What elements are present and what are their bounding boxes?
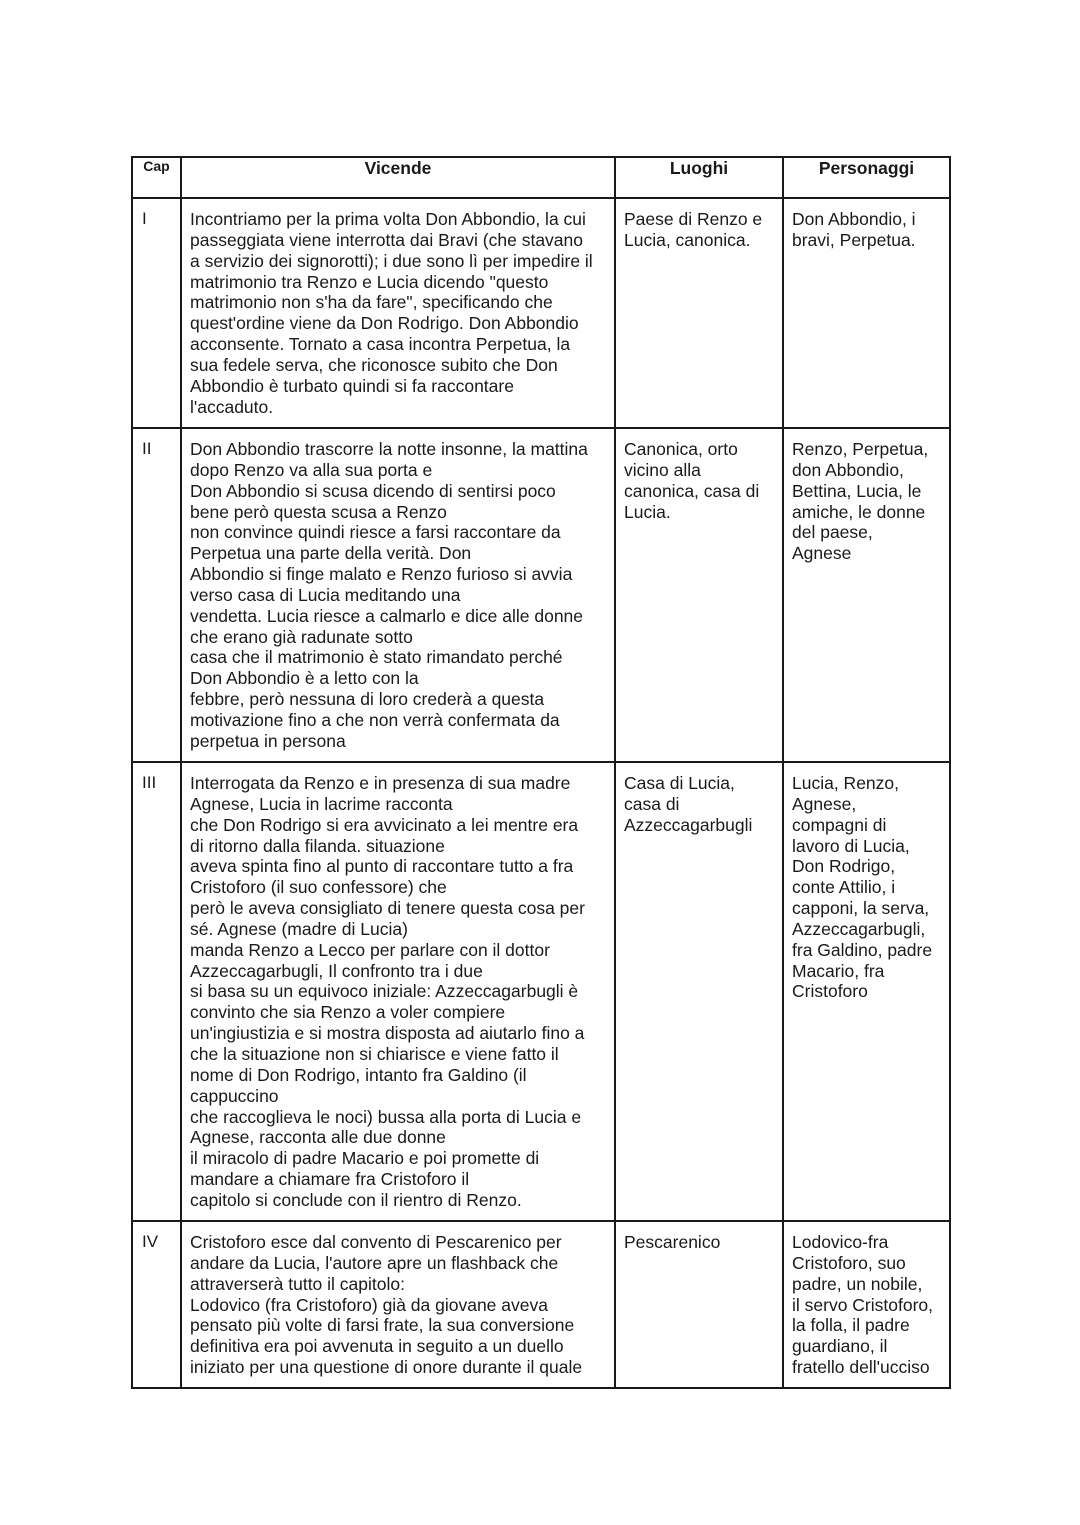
chapter-number: III — [142, 773, 157, 792]
table-header — [132, 157, 950, 198]
chapter-number: I — [142, 209, 147, 228]
personaggi-text: Renzo, Perpetua, don Abbondio, Bettina, Lucia, le amiche, le donne del paese, Agnese — [792, 439, 929, 564]
luoghi-text: Pescarenico — [624, 1232, 721, 1252]
luoghi-text: Canonica, orto vicino alla canonica, casa di Lucia. — [624, 439, 760, 522]
vicende-cell — [181, 198, 615, 428]
vicende-cell — [181, 762, 615, 1221]
luoghi-cell — [615, 1221, 783, 1388]
vicende-text: Cristoforo esce dal convento di Pescarenico per andare da Lucia, l'autore apre un flashback che attraverserà tutto il capitolo: Lodovico (fra Cristoforo) già da giovane aveva pensato più volte di farsi frate, la sua conversione definitiva era poi avvenuta in seguito a un duello iniziato per una questione di onore durante il quale — [190, 1232, 583, 1378]
header-luoghi: Luoghi — [615, 157, 783, 198]
luoghi-text: Paese di Renzo e Lucia, canonica. — [624, 209, 763, 250]
vicende-cell — [181, 1221, 615, 1388]
luoghi-cell — [615, 428, 783, 762]
personaggi-text: Don Abbondio, i bravi, Perpetua. — [792, 209, 916, 250]
vicende-text: Interrogata da Renzo e in presenza di sua madre Agnese, Lucia in lacrime racconta che Don Rodrigo si era avvicinato a lei mentre era di ritorno dalla filanda. situazione aveva spinta fino al punto di raccontare tutto a fra Cristoforo (il suo confessore) che però le aveva consigliato di tenere questa cosa per sé. Agnese (madre di Lucia) manda Renzo a Lecco per parlare con il dottor Azzeccagarbugli, Il confronto tra i due si basa su un equivoco iniziale: Azzeccagarbugli è convinto che sia Renzo a voler compiere un'ingiustizia e si mostra disposta ad aiutarlo fino a che la situazione non si chiarisce e viene fatto il nome di Don Rodrigo, intanto fra Galdino (il cappuccino che raccoglieva le noci) bussa alla porta di Lucia e Agnese, racconta alle due donne il miracolo di padre Macario e poi promette di mandare a chiamare fra Cristoforo il capitolo si conclude con il rientro di Renzo. — [190, 773, 585, 1210]
header-cap: Cap — [132, 157, 181, 198]
personaggi-text: Lodovico-fra Cristoforo, suo padre, un nobile, il servo Cristoforo, la folla, il padre guardiano, il fratello dell'ucciso — [792, 1232, 934, 1378]
cap-cell — [132, 762, 181, 1221]
header-personaggi: Personaggi — [783, 157, 950, 198]
chapter-number: IV — [142, 1232, 159, 1251]
personaggi-cell — [783, 428, 950, 762]
luoghi-cell — [615, 762, 783, 1221]
personaggi-cell — [783, 762, 950, 1221]
chapter-number: II — [142, 439, 152, 458]
table-row — [132, 1221, 950, 1388]
chapters-table — [131, 156, 951, 1389]
table-row — [132, 198, 950, 428]
cap-cell — [132, 428, 181, 762]
personaggi-cell — [783, 1221, 950, 1388]
cap-cell — [132, 1221, 181, 1388]
header-row — [132, 157, 950, 198]
header-vicende: Vicende — [181, 157, 615, 198]
cap-cell — [132, 198, 181, 428]
vicende-text: Incontriamo per la prima volta Don Abbondio, la cui passeggiata viene interrotta dai Bravi (che stavano a servizio dei signorotti); i due sono lì per impedire il matrimonio tra Renzo e Lucia dicendo "questo matrimonio non s'ha da fare", specificando che quest'ordine viene da Don Rodrigo. Don Abbondio acconsente. Tornato a casa incontra Perpetua, la sua fedele serva, che riconosce subito che Don Abbondio è turbato quindi si fa raccontare l'accaduto. — [190, 209, 593, 417]
table-body — [132, 198, 950, 1388]
vicende-cell — [181, 428, 615, 762]
vicende-text: Don Abbondio trascorre la notte insonne, la mattina dopo Renzo va alla sua porta e Don Abbondio si scusa dicendo di sentirsi poco bene però questa scusa a Renzo non convince quindi riesce a farsi raccontare da Perpetua una parte della verità. Don Abbondio si finge malato e Renzo furioso si avvia verso casa di Lucia meditando una vendetta. Lucia riesce a calmarlo e dice alle donne che erano già radunate sotto casa che il matrimonio è stato rimandato perché Don Abbondio è a letto con la febbre, però nessuna di loro crederà a questa motivazione fino a che non verrà confermata da perpetua in persona — [190, 439, 588, 751]
luoghi-cell — [615, 198, 783, 428]
personaggi-cell — [783, 198, 950, 428]
table-row — [132, 762, 950, 1221]
table-row — [132, 428, 950, 762]
personaggi-text: Lucia, Renzo, Agnese, compagni di lavoro di Lucia, Don Rodrigo, conte Attilio, i capponi, la serva, Azzeccagarbugli, fra Galdino, padre Macario, fra Cristoforo — [792, 773, 933, 1002]
luoghi-text: Casa di Lucia, casa di Azzeccagarbugli — [624, 773, 753, 835]
